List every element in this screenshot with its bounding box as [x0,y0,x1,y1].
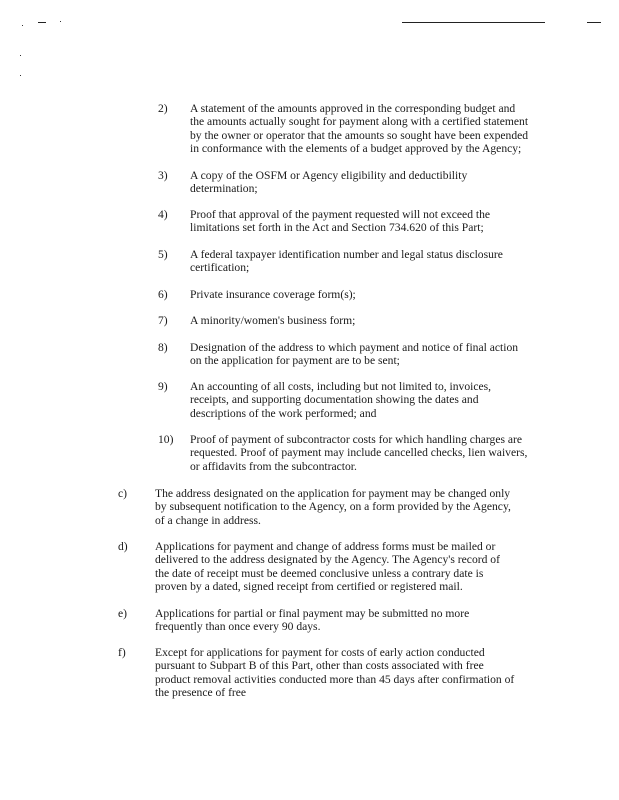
item-text: Proof of payment of subcontractor costs for which handling charges are requested. Proof of payment may include cancelled checks, lien waivers, or affidavits from the subcontractor. [190,433,528,473]
item-letter: e) [118,607,128,620]
item-text: A statement of the amounts approved in the corresponding budget and the amounts actually sought for payment along with a certified statement by the owner or operator that the amounts so sought have been expended in conformance with the elements of a budget approved by the Agency; [190,102,529,156]
item-number: 6) [158,288,168,301]
scan-artifact-top-left [38,22,46,23]
item-number: 2) [158,102,168,115]
scan-artifact-dot [60,21,61,22]
item-text: A federal taxpayer identification number and legal status disclosure certification; [190,248,503,275]
item-number: 9) [158,380,168,393]
scan-artifact-dot [20,55,21,56]
scan-artifact-header-rule [402,22,545,23]
scan-artifact-top-right [587,22,601,23]
scan-artifact-dot [22,25,23,26]
item-text: Private insurance coverage form(s); [190,288,356,301]
item-text: A copy of the OSFM or Agency eligibility and deductibility determination; [190,169,468,196]
item-number: 3) [158,169,168,182]
item-number: 4) [158,208,168,221]
item-text: The address designated on the application for payment may be changed only by subsequent notification to the Agency, on a form provided by the Agency, of a change in address. [155,487,511,527]
item-number: 8) [158,341,168,354]
item-number: 5) [158,248,168,261]
item-text: A minority/women's business form; [190,314,356,327]
item-text: Applications for partial or final payment may be submitted no more frequently than once every 90 days. [155,607,470,634]
item-text: Designation of the address to which payment and notice of final action on the application for payment are to be sent; [190,341,519,368]
item-letter: c) [118,487,128,500]
item-number: 7) [158,314,168,327]
scan-artifact-dot [20,75,21,76]
item-text: An accounting of all costs, including but not limited to, invoices, receipts, and supporting documentation showing the dates and descriptions of the work performed; and [190,380,492,420]
item-letter: d) [118,540,128,553]
item-number: 10) [158,433,174,446]
item-letter: f) [118,646,126,659]
item-text: Proof that approval of the payment requested will not exceed the limitations set forth in the Act and Section 734.620 of this Part; [190,208,491,235]
item-text: Except for applications for payment for costs of early action conducted pursuant to Subpart B of this Part, other than costs associated with free product removal activities conducted more than 45 days after confirmation of the presence of free [155,646,515,700]
item-text: Applications for payment and change of address forms must be mailed or delivered to the address designated by the Agency. The Agency's record of the date of receipt must be deemed conclusive unless a contrary date is proven by a dated, signed receipt from certified or registered mail. [155,540,500,594]
